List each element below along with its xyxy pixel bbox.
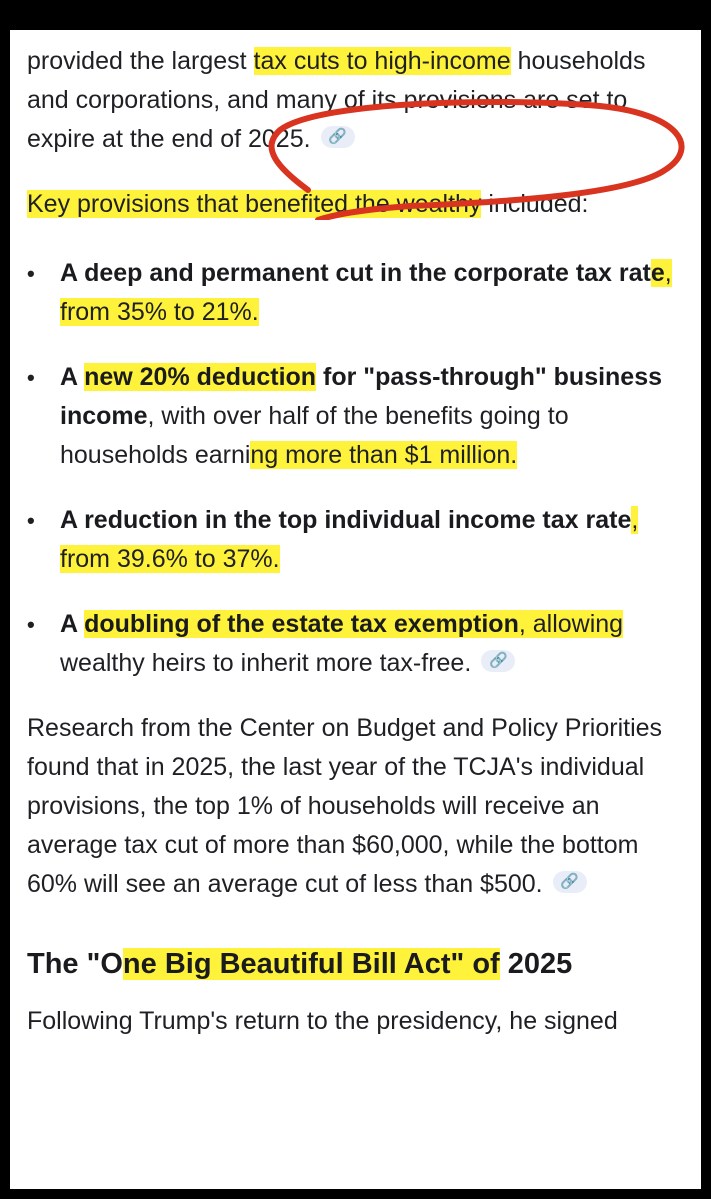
research-text: Research from the Center on Budget and Policy Priorities found that in 2025, the last year of the TCJA's individual provisions, the top 1% of households will receive an average tax cut of more than $60,000, while the bottom 60% will see an average cut of less than $500. <box>27 714 663 898</box>
bullet-bold-highlight: e <box>650 259 665 287</box>
bullet-text: , with over half of the benefits going to households earni <box>60 402 569 469</box>
list-item <box>27 254 687 332</box>
heading-highlight: ne Big Beautiful Bill Act" of <box>122 948 500 980</box>
link-icon: 🔗 <box>328 128 347 146</box>
bullet-icon: • <box>27 612 35 637</box>
intro-text: provided the largest <box>27 47 254 75</box>
link-icon: 🔗 <box>560 873 579 891</box>
citation-link-button[interactable] <box>321 126 355 148</box>
bullet-bold: A deep and permanent cut in the corporate tax rat <box>60 259 651 287</box>
heading-prefix: The "O <box>27 948 123 980</box>
bullet-text: wealthy heirs to inherit more tax-free. <box>60 649 472 677</box>
provisions-list <box>27 254 687 683</box>
article-content <box>27 30 687 1041</box>
bullet-icon: • <box>27 365 35 390</box>
article-page <box>10 30 701 1189</box>
bullet-highlight: , from 35% to 21%. <box>60 259 672 326</box>
bullet-highlight: , allowing <box>518 610 624 638</box>
bullet-icon: • <box>27 261 35 286</box>
heading-suffix: 2025 <box>499 948 573 980</box>
key-provisions-rest: included: <box>488 190 589 218</box>
citation-link-button[interactable] <box>553 871 587 893</box>
bullet-bold: A <box>60 610 85 638</box>
list-item <box>27 501 687 579</box>
citation-link-button[interactable] <box>481 650 515 672</box>
section-heading <box>27 944 687 984</box>
intro-text: households and corporations, and many of its <box>27 47 646 114</box>
list-item <box>27 358 687 475</box>
key-provisions-paragraph <box>27 185 687 224</box>
bullet-bold-highlight: doubling of the estate tax exemption <box>84 610 519 638</box>
highlight-key-provisions: Key provisions that benefited the wealthy <box>27 190 482 218</box>
expire-text: expire at the end of 2025. <box>27 125 311 153</box>
next-paragraph <box>27 1002 687 1041</box>
bullet-bold: A <box>60 363 85 391</box>
bullet-bold: for "pass-through" business income <box>60 363 663 430</box>
bullet-highlight: ng more than $1 million. <box>250 441 518 469</box>
bullet-bold: A reduction in the top individual income tax rate <box>60 506 632 534</box>
bullet-highlight: , from 39.6% to 37%. <box>60 506 639 573</box>
research-paragraph <box>27 709 687 904</box>
bullet-icon: • <box>27 508 35 533</box>
intro-text: provisions are set to <box>403 86 628 114</box>
intro-paragraph <box>27 42 687 159</box>
link-icon: 🔗 <box>488 652 508 670</box>
highlight-tax-cuts: tax cuts to high-income <box>253 47 511 75</box>
bullet-bold-highlight: new 20% deduction <box>84 363 317 391</box>
next-line-text: Following Trump's return to the presidency, he signed <box>27 1007 618 1035</box>
list-item <box>27 605 687 683</box>
